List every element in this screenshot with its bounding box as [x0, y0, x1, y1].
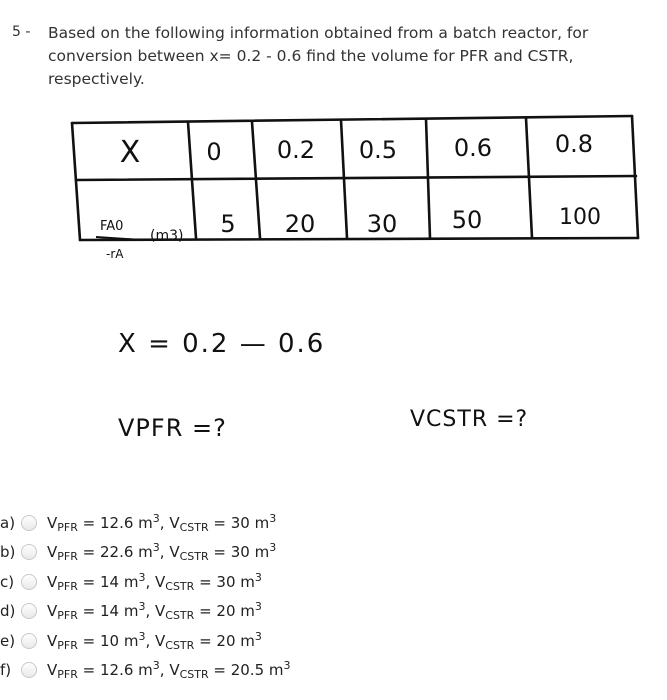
table-x-value: 0.5 [358, 136, 398, 164]
option-text: $V_{PFR} = 22.6$ $m^3$, $V_{CSTR} = 30$ $m^3$ [47, 541, 277, 564]
table-y-value: 30 [366, 210, 398, 238]
table-y-value: 5 [220, 210, 236, 238]
option-letter: a) [0, 513, 16, 532]
vcstr-question: VCSTR =? [410, 407, 529, 432]
question-text: Based on the following information obtained from a batch reactor, for conversion between x= 0.2 - 0.6 find the volume for PFR and CSTR, respectively. [48, 24, 589, 88]
vpfr-question: VPFR =? [118, 414, 227, 442]
table-grid [72, 116, 638, 240]
option-e[interactable] [0, 626, 667, 656]
option-text: $V_{PFR} = 12.6$ $m^3$, $V_{CSTR} = 20.5$ $m^3$ [47, 659, 291, 682]
handwritten-figure [0, 90, 667, 488]
option-text: $V_{PFR} = 14$ $m^3$, $V_{CSTR} = 30$ $m^3$ [47, 570, 262, 593]
table-y-value: 20 [284, 210, 316, 238]
option-b[interactable] [0, 538, 667, 568]
answer-options [0, 508, 667, 685]
option-text: $V_{PFR} = 14$ $m^3$, $V_{CSTR} = 20$ $m^3$ [47, 600, 262, 623]
table-y-label-unit: (m3) [150, 228, 184, 244]
table-y-value: 50 [451, 206, 483, 234]
radio-button[interactable] [21, 633, 37, 649]
radio-button[interactable] [21, 544, 37, 560]
radio-button[interactable] [21, 603, 37, 619]
question-number: 5 - [12, 24, 31, 40]
option-c[interactable] [0, 567, 667, 597]
table-x-value: 0.2 [276, 136, 316, 164]
table-y-label-bottom: -rA [106, 247, 124, 261]
option-letter: c) [0, 572, 15, 591]
option-letter: e) [0, 631, 16, 650]
table-y-value: 100 [559, 205, 601, 230]
option-d[interactable] [0, 597, 667, 627]
option-letter: f) [0, 661, 12, 680]
conversion-range: X = 0.2 — 0.6 [118, 329, 326, 359]
radio-button[interactable] [21, 662, 37, 678]
table-x-label: X [119, 135, 141, 170]
radio-button[interactable] [21, 574, 37, 590]
table-x-value: 0 [206, 138, 222, 166]
table-x-value: 0.6 [453, 134, 493, 162]
table-x-value: 0.8 [554, 130, 594, 158]
option-letter: b) [0, 543, 16, 562]
option-f[interactable] [0, 656, 667, 686]
option-text: $V_{PFR} = 10$ $m^3$, $V_{CSTR} = 20$ $m^3$ [47, 629, 262, 652]
option-text: $V_{PFR} = 12.6$ $m^3$, $V_{CSTR} = 30$ $m^3$ [47, 511, 277, 534]
figure-svg [0, 90, 667, 488]
option-a[interactable] [0, 508, 667, 538]
option-letter: d) [0, 602, 16, 621]
radio-button[interactable] [21, 515, 37, 531]
table-y-label-top: FA0 [100, 219, 124, 234]
